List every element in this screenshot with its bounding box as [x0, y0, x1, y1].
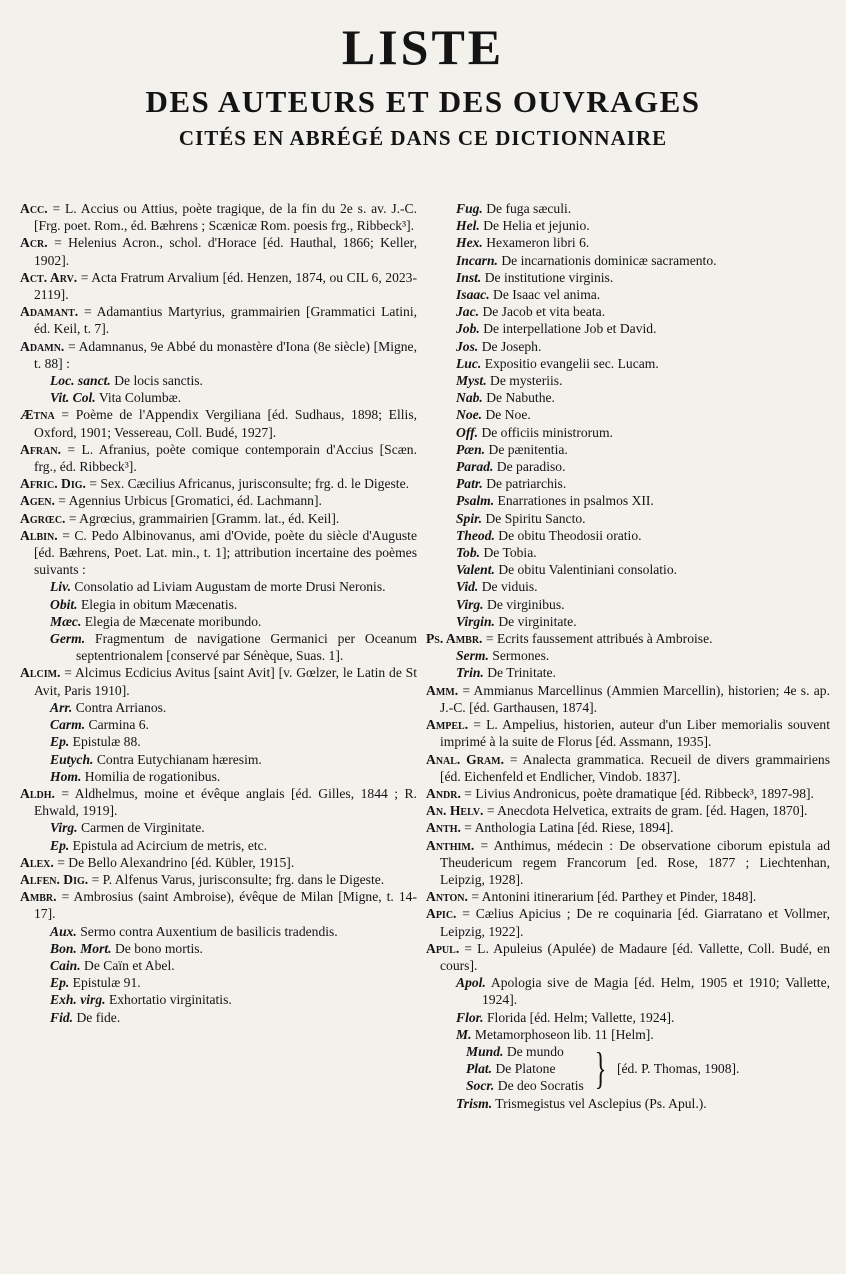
work-entry	[426, 252, 830, 269]
work-abbreviation: Socr.	[466, 1078, 495, 1094]
work-entry	[426, 561, 830, 578]
work-abbreviation: Bon. Mort.	[50, 940, 112, 956]
work-entry	[20, 630, 417, 664]
work-entry	[20, 389, 417, 406]
work-title: De mysteriis.	[490, 373, 563, 389]
work-entry	[20, 991, 417, 1008]
work-abbreviation: Loc. sanct.	[50, 373, 111, 389]
work-abbreviation: Vid.	[456, 579, 479, 595]
entry-description: = Anthologia Latina [éd. Riese, 1894].	[464, 820, 674, 836]
work-entry	[20, 751, 417, 768]
brace-note: [éd. P. Thomas, 1908].	[616, 1061, 740, 1077]
entry-description: = Agrœcius, grammairien [Gramm. lat., éd. Keil].	[68, 510, 340, 526]
work-title: Elegia de Mæcenate moribundo.	[84, 613, 262, 629]
work-abbreviation: Mæc.	[50, 613, 82, 629]
work-abbreviation: Eutych.	[50, 751, 94, 767]
work-abbreviation: Valent.	[456, 562, 495, 578]
entry-description: = Analecta grammatica. Recueil de divers grammairiens [éd. Eichenfeld et Endlicher, Vindob. 1837].	[440, 751, 830, 784]
entry-abbreviation: Ætna	[20, 407, 55, 423]
brace-icon: }	[594, 1043, 607, 1093]
work-abbreviation: Jos.	[456, 338, 479, 354]
work-title: Florida [éd. Helm; Vallette, 1924].	[487, 1009, 675, 1025]
entry-abbreviation: Alex.	[20, 854, 54, 870]
work-abbreviation: Noe.	[456, 407, 483, 423]
work-title: Carmina 6.	[88, 717, 149, 733]
author-entry	[20, 338, 417, 372]
entry-abbreviation: An. Helv.	[426, 803, 484, 819]
work-abbreviation: Hex.	[456, 235, 483, 251]
work-title: De deo Socratis	[497, 1078, 584, 1094]
work-title: Vita Columbæ.	[98, 390, 182, 406]
entry-description: = Sex. Cæcilius Africanus, jurisconsulte; frg. d. le Digeste.	[89, 476, 410, 492]
entry-abbreviation: Acr.	[20, 235, 48, 251]
work-entry	[20, 957, 417, 974]
work-entry	[426, 1009, 830, 1026]
right-column	[426, 200, 830, 1112]
entry-abbreviation: Adamn.	[20, 338, 65, 354]
work-title: De locis sanctis.	[114, 373, 203, 389]
entry-abbreviation: Acc.	[20, 201, 48, 216]
entry-abbreviation: Anton.	[426, 889, 468, 905]
work-title: De mundo	[506, 1043, 564, 1059]
work-entry	[20, 733, 417, 750]
author-entry	[426, 802, 830, 819]
work-title: De Platone	[495, 1061, 556, 1077]
entry-description: = Anecdota Helvetica, extraits de gram. [éd. Hagen, 1870].	[486, 803, 808, 819]
work-title: Contra Eutychianam hæresim.	[96, 751, 262, 767]
author-entry	[426, 837, 830, 889]
work-abbreviation: Virg.	[456, 596, 484, 612]
work-entry	[20, 1009, 417, 1026]
entry-description: = Adamnanus, 9e Abbé du monastère d'Iona (8e siècle) [Migne, t. 88] :	[34, 338, 417, 371]
work-title: Contra Arrianos.	[75, 699, 167, 715]
entry-abbreviation: Adamant.	[20, 304, 79, 320]
entry-abbreviation: Andr.	[426, 785, 461, 801]
work-entry	[426, 338, 830, 355]
work-title: Carmen de Virginitate.	[81, 820, 205, 836]
work-entry	[426, 286, 830, 303]
work-title: Sermones.	[492, 648, 550, 664]
work-entry	[426, 475, 830, 492]
work-entry	[426, 406, 830, 423]
brace-list	[466, 1043, 584, 1095]
author-entry	[20, 871, 417, 888]
work-entry	[426, 974, 830, 1008]
work-title: Expositio evangelii sec. Lucam.	[484, 355, 659, 371]
work-entry	[426, 647, 830, 664]
entry-description: = De Bello Alexandrino [éd. Kübler, 1915].	[57, 854, 295, 870]
work-entry	[20, 819, 417, 836]
work-title: De Helia et jejunio.	[483, 218, 590, 234]
work-entry	[466, 1077, 584, 1094]
work-abbreviation: Trin.	[456, 665, 484, 681]
work-abbreviation: Germ.	[50, 631, 86, 647]
entry-description: = Agennius Urbicus [Gromatici, éd. Lachmann].	[58, 493, 322, 509]
work-entry	[426, 200, 830, 217]
author-entry	[20, 406, 417, 440]
work-abbreviation: Psalm.	[456, 493, 495, 509]
author-entry	[20, 854, 417, 871]
entry-description: = Aldhelmus, moine et évêque anglais [éd. Gilles, 1844 ; R. Ehwald, 1919].	[34, 785, 417, 819]
work-title: Sermo contra Auxentium de basilicis tradendis.	[80, 923, 338, 939]
author-entry	[426, 751, 830, 785]
author-entry	[426, 819, 830, 836]
work-title: De paradiso.	[496, 459, 566, 475]
work-abbreviation: Job.	[456, 321, 480, 337]
entry-description: = Cælius Apicius ; De re coquinaria [éd. Giarratano et Vollmer, Leipzig, 1922].	[440, 906, 830, 939]
work-entry	[20, 940, 417, 957]
work-abbreviation: Virgin.	[456, 613, 495, 629]
author-entry	[426, 682, 830, 716]
entry-description: = L. Ampelius, historien, auteur d'un Liber memorialis souvent imprimé à la suite de Florus [éd. Assmann, 1935].	[440, 717, 830, 750]
author-entry	[426, 630, 830, 647]
work-entry	[20, 923, 417, 940]
page-subtitle: DES AUTEURS ET DES OUVRAGES	[145, 84, 701, 119]
work-abbreviation: Pæn.	[456, 441, 486, 457]
author-entry	[20, 234, 417, 268]
work-entry	[426, 1095, 830, 1112]
work-title: De Noe.	[485, 407, 531, 423]
entry-abbreviation: Alcim.	[20, 665, 61, 681]
work-entry	[20, 716, 417, 733]
work-title: Epistulæ 91.	[72, 975, 141, 991]
work-entry	[426, 372, 830, 389]
page-title: LISTE	[341, 19, 505, 75]
work-abbreviation: Vit. Col.	[50, 390, 96, 406]
work-title: De Jacob et vita beata.	[482, 304, 606, 320]
work-title: Metamorphoseon lib. 11 [Helm].	[474, 1026, 654, 1042]
work-abbreviation: Plat.	[466, 1061, 493, 1077]
work-entry	[20, 372, 417, 389]
work-entry	[426, 303, 830, 320]
work-abbreviation: Patr.	[456, 476, 483, 492]
work-abbreviation: Carm.	[50, 717, 86, 733]
author-entry	[426, 940, 830, 974]
work-abbreviation: Trism.	[456, 1095, 493, 1111]
entry-description: = Alcimus Ecdicius Avitus [saint Avit] [v. Gœlzer, le Latin de St Avit, Paris 1910].	[34, 665, 417, 698]
author-entry	[20, 527, 417, 579]
work-title: Fragmentum de navigatione Germanici per Oceanum septentrionalem [conservé par Sénèque, Suas. 1].	[76, 631, 417, 664]
work-entry	[426, 234, 830, 251]
entry-abbreviation: Agrœc.	[20, 510, 66, 526]
work-title: De officiis ministrorum.	[481, 424, 613, 440]
author-entry	[20, 475, 417, 492]
author-entry	[426, 785, 830, 802]
left-column	[20, 200, 417, 1026]
work-title: De Joseph.	[481, 338, 542, 354]
entry-description: = Poème de l'Appendix Vergiliana [éd. Sudhaus, 1898; Ellis, Oxford, 1901; Vessereau, Coll. Budé, 1927].	[34, 407, 418, 440]
author-entry	[20, 888, 417, 922]
work-title: De Tobia.	[483, 545, 537, 561]
work-abbreviation: Nab.	[456, 390, 483, 406]
entry-description: = C. Pedo Albinovanus, ami d'Ovide, poète du siècle d'Auguste [éd. Bæhrens, Poet. Lat. min., t. 1]; attribution incertaine des poèmes suivants :	[34, 527, 417, 578]
work-entry	[20, 613, 417, 630]
entry-description: = Acta Fratrum Arvalium [éd. Henzen, 1874, ou CIL 6, 2023-2119].	[34, 269, 417, 303]
work-abbreviation: Inst.	[456, 269, 482, 285]
entry-abbreviation: Anthim.	[426, 837, 475, 853]
work-abbreviation: Liv.	[50, 579, 72, 595]
work-entry	[466, 1043, 584, 1060]
entry-description: = Ambrosius (saint Ambroise), évêque de Milan [Migne, t. 14-17].	[34, 889, 417, 922]
work-title: De Trinitate.	[487, 665, 556, 681]
work-entry	[20, 837, 417, 854]
work-title: De patriarchis.	[486, 476, 567, 492]
entry-abbreviation: Amm.	[426, 682, 459, 698]
author-entry	[20, 492, 417, 509]
author-entry	[20, 441, 417, 475]
entry-abbreviation: Anal. Gram.	[426, 751, 505, 767]
work-title: De interpellatione Job et David.	[483, 321, 657, 337]
entry-description: = Ammianus Marcellinus (Ammien Marcellin), historien; 4e s. ap. J.-C. [éd. Garthausen, 1874].	[440, 682, 830, 715]
work-entry	[426, 578, 830, 595]
work-title: Trismegistus vel Asclepius (Ps. Apul.).	[495, 1095, 707, 1111]
work-abbreviation: Obit.	[50, 596, 78, 612]
work-title: De fide.	[76, 1009, 121, 1025]
work-title: De bono mortis.	[114, 940, 203, 956]
work-abbreviation: Luc.	[456, 355, 482, 371]
entry-description: = Livius Andronicus, poète dramatique [éd. Ribbeck³, 1897-98].	[464, 785, 814, 801]
work-abbreviation: Arr.	[50, 699, 73, 715]
work-entry	[20, 974, 417, 991]
page-subsubtitle: CITÉS EN ABRÉGÉ DANS CE DICTIONNAIRE	[178, 126, 668, 150]
entry-abbreviation: Alfen. Dig.	[20, 871, 89, 887]
work-title: De Caïn et Abel.	[84, 957, 175, 973]
entry-abbreviation: Act. Arv.	[20, 269, 78, 285]
work-abbreviation: Ep.	[50, 837, 70, 853]
work-title: Epistula ad Acircium de metris, etc.	[72, 837, 268, 853]
author-entry	[426, 888, 830, 905]
work-title: Hexameron libri 6.	[486, 235, 590, 251]
work-entry	[466, 1060, 584, 1077]
work-title: De viduis.	[481, 579, 538, 595]
brace-group	[426, 1043, 830, 1095]
work-abbreviation: Ep.	[50, 975, 70, 991]
work-entry	[426, 1026, 830, 1043]
work-entry	[426, 510, 830, 527]
work-abbreviation: Myst.	[456, 373, 487, 389]
work-title: Epistulæ 88.	[72, 734, 141, 750]
work-entry	[426, 527, 830, 544]
work-abbreviation: Parad.	[456, 459, 494, 475]
work-title: De virginibus.	[487, 596, 565, 612]
author-entry	[20, 303, 417, 337]
work-entry	[426, 217, 830, 234]
work-abbreviation: Spir.	[456, 510, 483, 526]
work-title: De fuga sæculi.	[486, 201, 572, 216]
author-entry	[426, 716, 830, 750]
work-abbreviation: Ep.	[50, 734, 70, 750]
work-abbreviation: Aux.	[50, 923, 77, 939]
work-abbreviation: Apol.	[456, 975, 486, 991]
work-title: Elegia in obitum Mæcenatis.	[80, 596, 238, 612]
entry-description: = P. Alfenus Varus, jurisconsulte; frg. dans le Digeste.	[91, 871, 385, 887]
entry-description: = Antonini itinerarium [éd. Parthey et Pinder, 1848].	[471, 889, 757, 905]
work-entry	[426, 664, 830, 681]
work-abbreviation: Theod.	[456, 527, 495, 543]
work-entry	[426, 596, 830, 613]
work-abbreviation: Hom.	[50, 768, 82, 784]
work-abbreviation: Exh. virg.	[50, 992, 106, 1008]
work-abbreviation: Flor.	[456, 1009, 484, 1025]
entry-abbreviation: Anth.	[426, 820, 461, 836]
work-title: Apologia sive de Magia [éd. Helm, 1905 et 1910; Vallette, 1924].	[482, 975, 830, 1008]
work-title: De obitu Theodosii oratio.	[498, 527, 642, 543]
work-entry	[20, 596, 417, 613]
work-abbreviation: Isaac.	[456, 287, 490, 303]
work-abbreviation: Off.	[456, 424, 479, 440]
work-abbreviation: Fug.	[456, 201, 483, 216]
entry-abbreviation: Agen.	[20, 493, 55, 509]
author-entry	[20, 269, 417, 303]
work-entry	[426, 269, 830, 286]
entry-abbreviation: Aldh.	[20, 785, 55, 801]
author-entry	[20, 200, 417, 234]
work-entry	[426, 441, 830, 458]
work-entry	[426, 424, 830, 441]
work-abbreviation: Tob.	[456, 545, 481, 561]
entry-description: = Ecrits faussement attribués à Ambroise.	[485, 631, 713, 647]
work-title: De pænitentia.	[488, 441, 568, 457]
entry-description: = Anthimus, médecin : De observatione ciborum epistula ad Theudericum regem Francorum [ed. Rose, 1877 ; Liechtenhan, Leipzig, 1928].	[440, 837, 830, 887]
work-abbreviation: Mund.	[466, 1043, 504, 1059]
work-entry	[426, 613, 830, 630]
entry-abbreviation: Apic.	[426, 906, 457, 922]
entry-abbreviation: Ampel.	[426, 717, 469, 733]
work-title: De Isaac vel anima.	[493, 287, 601, 303]
work-title: De incarnationis dominicæ sacramento.	[501, 252, 717, 268]
work-entry	[20, 699, 417, 716]
work-entry	[426, 492, 830, 509]
entry-abbreviation: Ambr.	[20, 889, 57, 905]
entry-description: = L. Accius ou Attius, poète tragique, de la fin du 2e s. av. J.-C. [Frg. poet. Rom., éd. Bæhrens ; Scænicæ Rom. poesis frg., Ribbeck³].	[34, 201, 417, 234]
work-entry	[426, 389, 830, 406]
entry-abbreviation: Ps. Ambr.	[426, 631, 483, 647]
work-entry	[20, 578, 417, 595]
entry-description: = L. Afranius, poète comique contemporain d'Accius [Scæn. frg., éd. Ribbeck³].	[34, 441, 417, 475]
work-abbreviation: Virg.	[50, 820, 78, 836]
work-title: Enarrationes in psalmos XII.	[497, 493, 654, 509]
entry-abbreviation: Afric. Dig.	[20, 476, 86, 492]
work-entry	[20, 768, 417, 785]
work-entry	[426, 458, 830, 475]
work-abbreviation: M.	[456, 1026, 472, 1042]
work-entry	[426, 355, 830, 372]
author-entry	[20, 785, 417, 819]
work-abbreviation: Incarn.	[456, 252, 498, 268]
work-entry	[426, 320, 830, 337]
author-entry	[20, 664, 417, 698]
work-title: Exhortatio virginitatis.	[108, 992, 232, 1008]
work-title: Consolatio ad Liviam Augustam de morte Drusi Neronis.	[74, 579, 386, 595]
work-title: De Spiritu Sancto.	[485, 510, 586, 526]
work-abbreviation: Jac.	[456, 304, 480, 320]
entry-description: = Helenius Acron., schol. d'Horace [éd. Hauthal, 1866; Keller, 1902].	[34, 235, 417, 268]
entry-description: = Adamantius Martyrius, grammairien [Grammatici Latini, éd. Keil, t. 7].	[34, 304, 417, 337]
work-abbreviation: Hel.	[456, 218, 480, 234]
work-abbreviation: Serm.	[456, 648, 489, 664]
work-title: De virginitate.	[498, 613, 577, 629]
author-entry	[426, 905, 830, 939]
work-title: De Nabuthe.	[486, 390, 555, 406]
author-entry	[20, 510, 417, 527]
entry-abbreviation: Afran.	[20, 441, 61, 457]
entry-abbreviation: Albin.	[20, 527, 58, 543]
work-abbreviation: Fid.	[50, 1009, 74, 1025]
work-title: De institutione virginis.	[484, 269, 614, 285]
work-title: De obitu Valentiniani consolatio.	[498, 562, 678, 578]
entry-description: = L. Apuleius (Apulée) de Madaure [éd. Vallette, Coll. Budé, en cours].	[440, 940, 830, 973]
work-entry	[426, 544, 830, 561]
entry-abbreviation: Apul.	[426, 940, 460, 956]
work-abbreviation: Cain.	[50, 957, 81, 973]
work-title: Homilia de rogationibus.	[84, 768, 221, 784]
